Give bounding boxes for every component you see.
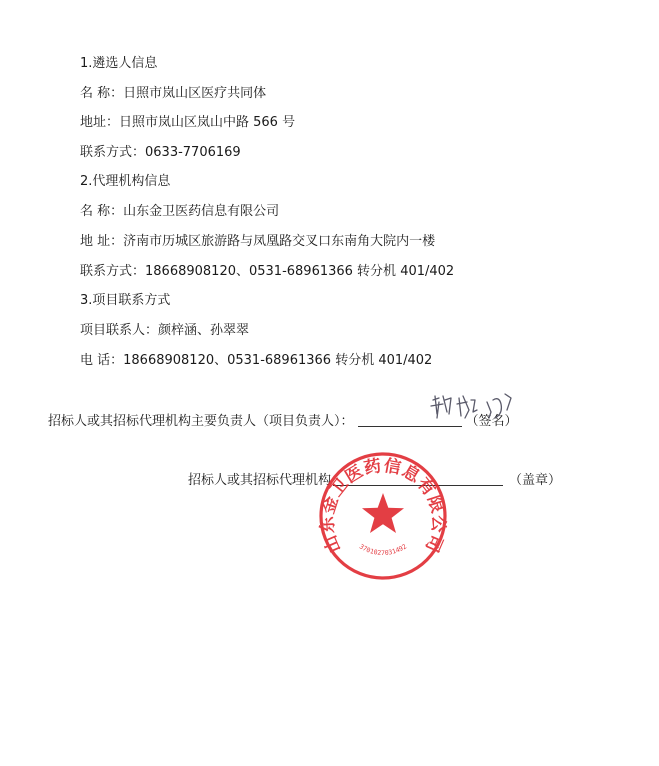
signature-label: 招标人或其招标代理机构主要负责人（项目负责人）： xyxy=(48,414,354,429)
project-contact-phone: 电 话：18668908120、0531-68961366 转分机 401/402 xyxy=(80,353,433,368)
handwritten-signature xyxy=(425,388,520,428)
agency-name: 名 称：山东金卫医药信息有限公司 xyxy=(80,204,280,219)
signature-suffix: （签名） xyxy=(465,414,518,429)
stamp-company-name: 山东金卫医药信息有限公司 xyxy=(317,455,449,556)
company-seal-stamp xyxy=(316,451,450,581)
svg-text:3701027031492 xyxy=(358,542,408,557)
agency-address: 地 址：济南市历城区旅游路与凤凰路交叉口东南角大院内一楼 xyxy=(80,234,436,249)
section-heading-bidder: 1.遴选人信息 xyxy=(80,56,158,71)
section-heading-agency: 2.代理机构信息 xyxy=(80,174,171,189)
agency-phone: 联系方式：18668908120、0531-68961366 转分机 401/402 xyxy=(80,264,455,279)
seal-suffix: （盖章） xyxy=(509,473,562,488)
bidder-address: 地址：日照市岚山区岚山中路 566 号 xyxy=(80,115,296,130)
stamp-code: 3701027031492 xyxy=(357,542,409,558)
bidder-name: 名 称：日照市岚山区医疗共同体 xyxy=(80,86,267,101)
seal-label: 招标人或其招标代理机构 xyxy=(188,473,332,488)
section-heading-project-contact: 3.项目联系方式 xyxy=(80,293,171,308)
bidder-phone: 联系方式：0633-7706169 xyxy=(80,145,241,160)
project-contact-persons: 项目联系人：颜梓涵、孙翠翠 xyxy=(80,323,250,338)
